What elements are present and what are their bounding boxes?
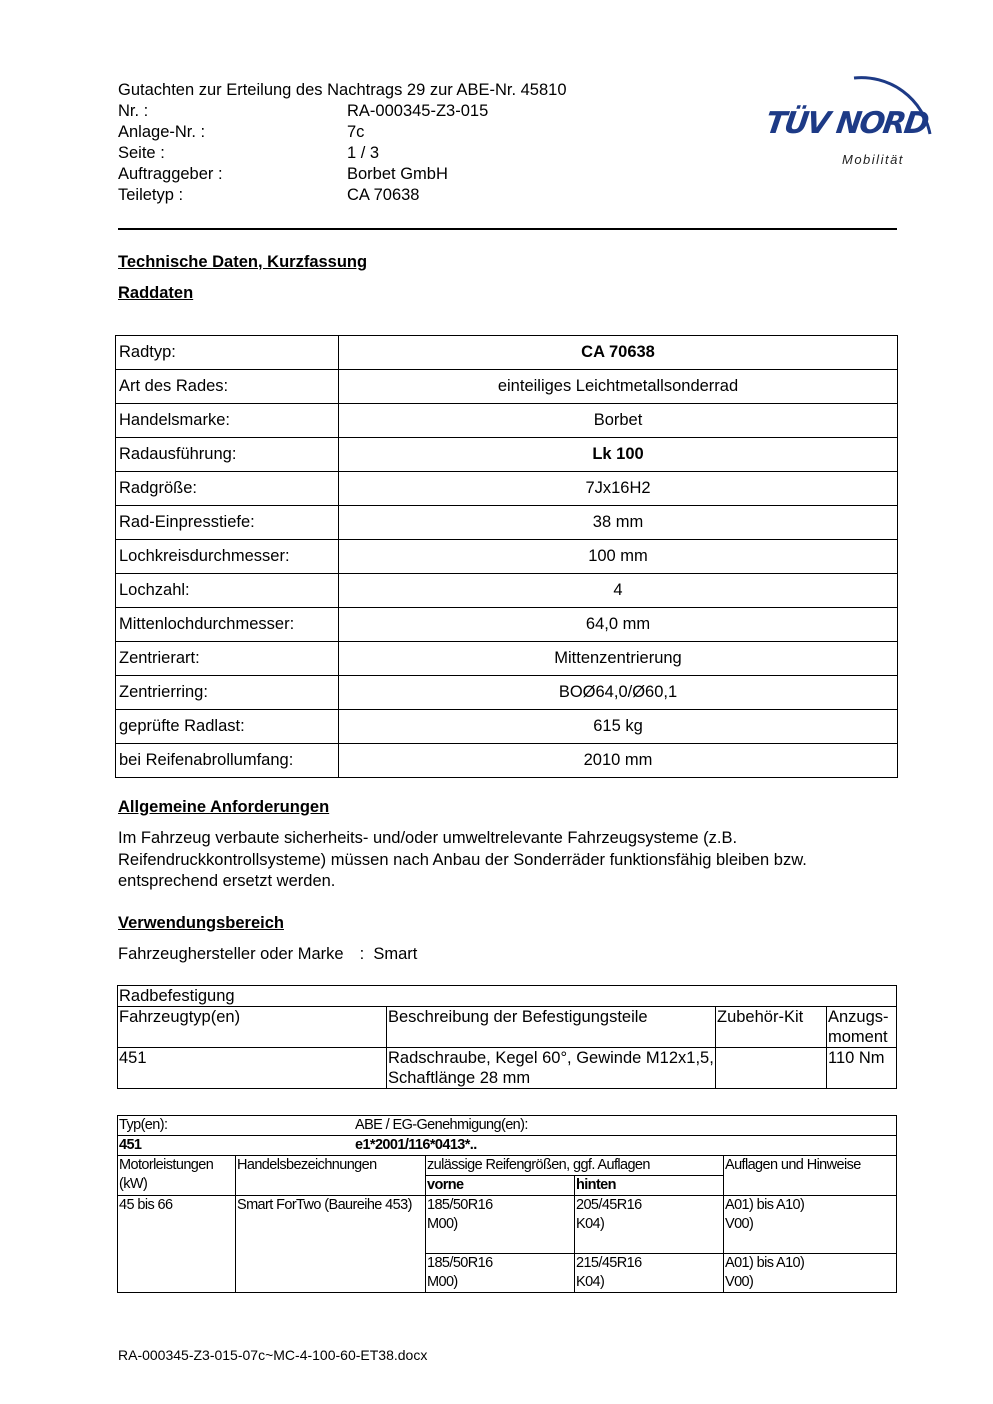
col-hinten: hinten [575, 1176, 724, 1196]
row-value: BOØ64,0/Ø60,1 [339, 676, 898, 710]
mount-cell: 110 Nm [827, 1048, 897, 1089]
table-row [118, 1007, 897, 1048]
row-label: Zentrierart: [116, 642, 339, 676]
typ-value: 451 [119, 1137, 142, 1153]
document-title: Gutachten zur Erteilung des Nachtrags 29 zur ABE-Nr. 45810 [118, 81, 567, 99]
manufacturer-line [118, 944, 417, 966]
appr-type-row [118, 1116, 897, 1136]
table-row [116, 506, 898, 540]
handels-cell: Smart ForTwo (Baureihe 453) [236, 1196, 426, 1293]
row-label: Handelsmarke: [116, 404, 339, 438]
row-value: Lk 100 [339, 438, 898, 472]
col-auflagen: Auflagen und Hinweise [724, 1156, 897, 1196]
vorne-cell: 185/50R16 M00) [426, 1254, 575, 1293]
abe-value: e1*2001/116*0413*.. [355, 1137, 477, 1153]
row-value: 615 kg [339, 710, 898, 744]
mount-header: Fahrzeugtyp(en) [118, 1007, 387, 1048]
table-row [116, 676, 898, 710]
header-field-anlage: Anlage-Nr. : 7c [118, 123, 365, 141]
row-value: Mittenzentrierung [339, 642, 898, 676]
motor-cell: 45 bis 66 [118, 1196, 236, 1293]
wheel-data-table [115, 335, 898, 778]
row-label: Zentrierring: [116, 676, 339, 710]
col-motor: Motorleistungen (kW) [118, 1156, 236, 1196]
table-row [116, 540, 898, 574]
row-value: 4 [339, 574, 898, 608]
header-divider [118, 228, 897, 230]
header-fields [118, 101, 488, 206]
manufacturer-sep: : [359, 945, 365, 963]
mount-caption: Radbefestigung [118, 986, 897, 1007]
table-row [118, 1156, 897, 1176]
heading-allgemeine-anforderungen: Allgemeine Anforderungen [118, 798, 330, 816]
allgemein-paragraph: Im Fahrzeug verbaute sicherheits- und/oder umweltrelevante Fahrzeugsysteme (z.B. Reifendruckkontrollsysteme) müssen nach Anbau der Sonderräder funktionsfähig bleiben bzw. entsprechend ersetzt werden. [118, 829, 807, 890]
row-value: 64,0 mm [339, 608, 898, 642]
row-value: 38 mm [339, 506, 898, 540]
manufacturer-label: Fahrzeughersteller oder Marke [118, 945, 344, 963]
col-reifen: zulässige Reifengrößen, ggf. Auflagen [426, 1156, 724, 1176]
row-label: Radgröße: [116, 472, 339, 506]
mount-header: Zubehör-Kit [716, 1007, 827, 1048]
row-value: CA 70638 [339, 336, 898, 370]
row-label: Lochkreisdurchmesser: [116, 540, 339, 574]
appr-type-value-row [118, 1136, 897, 1156]
mounting-table [117, 985, 897, 1089]
mount-cell: 451 [118, 1048, 387, 1089]
row-label: Radausführung: [116, 438, 339, 472]
auflagen-cell: A01) bis A10) V00) [724, 1254, 897, 1293]
header-field-seite: Seite : 1 / 3 [118, 144, 380, 162]
table-row [116, 438, 898, 472]
logo-word: TÜV NORD [763, 106, 930, 141]
table-row [118, 1048, 897, 1089]
row-label: Lochzahl: [116, 574, 339, 608]
abe-label: ABE / EG-Genehmigung(en): [355, 1117, 528, 1133]
col-vorne: vorne [426, 1176, 575, 1196]
header-field-auftraggeber: Auftraggeber : Borbet GmbH [118, 165, 448, 183]
row-label: Radtyp: [116, 336, 339, 370]
hinten-cell: 215/45R16 K04) [575, 1254, 724, 1293]
mount-header: Beschreibung der Befestigungsteile [387, 1007, 716, 1048]
table-row [116, 744, 898, 778]
vorne-cell: 185/50R16 M00) [426, 1196, 575, 1254]
table-row [116, 472, 898, 506]
table-row [118, 1196, 897, 1254]
header-field-teiletyp: Teiletyp : CA 70638 [118, 186, 420, 204]
row-label: Rad-Einpresstiefe: [116, 506, 339, 540]
approvals-table [117, 1115, 897, 1293]
heading-verwendungsbereich: Verwendungsbereich [118, 914, 284, 932]
auflagen-cell: A01) bis A10) V00) [724, 1196, 897, 1254]
mount-cell: Radschraube, Kegel 60°, Gewinde M12x1,5, Schaftlänge 28 mm [388, 1049, 714, 1087]
row-value: 7Jx16H2 [339, 472, 898, 506]
heading-technische-daten: Technische Daten, Kurzfassung [118, 253, 368, 271]
row-label: Art des Rades: [116, 370, 339, 404]
table-row [118, 1136, 897, 1156]
table-row [116, 370, 898, 404]
mount-cell [716, 1048, 827, 1089]
table-row [116, 404, 898, 438]
row-label: geprüfte Radlast: [116, 710, 339, 744]
typ-label: Typ(en): [119, 1117, 168, 1133]
table-row [116, 608, 898, 642]
table-row [116, 710, 898, 744]
row-value: Borbet [339, 404, 898, 438]
table-row [116, 574, 898, 608]
manufacturer-value: Smart [373, 945, 418, 963]
tuv-nord-logo [762, 56, 942, 176]
row-value: 2010 mm [339, 744, 898, 778]
col-handels: Handelsbezeichnungen [236, 1156, 426, 1196]
row-value: 100 mm [339, 540, 898, 574]
table-row [116, 642, 898, 676]
logo-subtitle: Mobilität [842, 152, 904, 167]
header-field-nr: Nr. : RA-000345-Z3-015 [118, 102, 489, 120]
mount-header: Anzugs- moment [827, 1007, 897, 1048]
table-row [118, 986, 897, 1007]
row-label: Mittenlochdurchmesser: [116, 608, 339, 642]
hinten-cell: 205/45R16 K04) [575, 1196, 724, 1254]
row-value: einteiliges Leichtmetallsonderrad [339, 370, 898, 404]
footer-filename: RA-000345-Z3-015-07c~MC-4-100-60-ET38.docx [118, 1347, 428, 1363]
row-label: bei Reifenabrollumfang: [116, 744, 339, 778]
table-row [118, 1116, 897, 1136]
table-row [116, 336, 898, 370]
heading-raddaten: Raddaten [118, 284, 194, 302]
